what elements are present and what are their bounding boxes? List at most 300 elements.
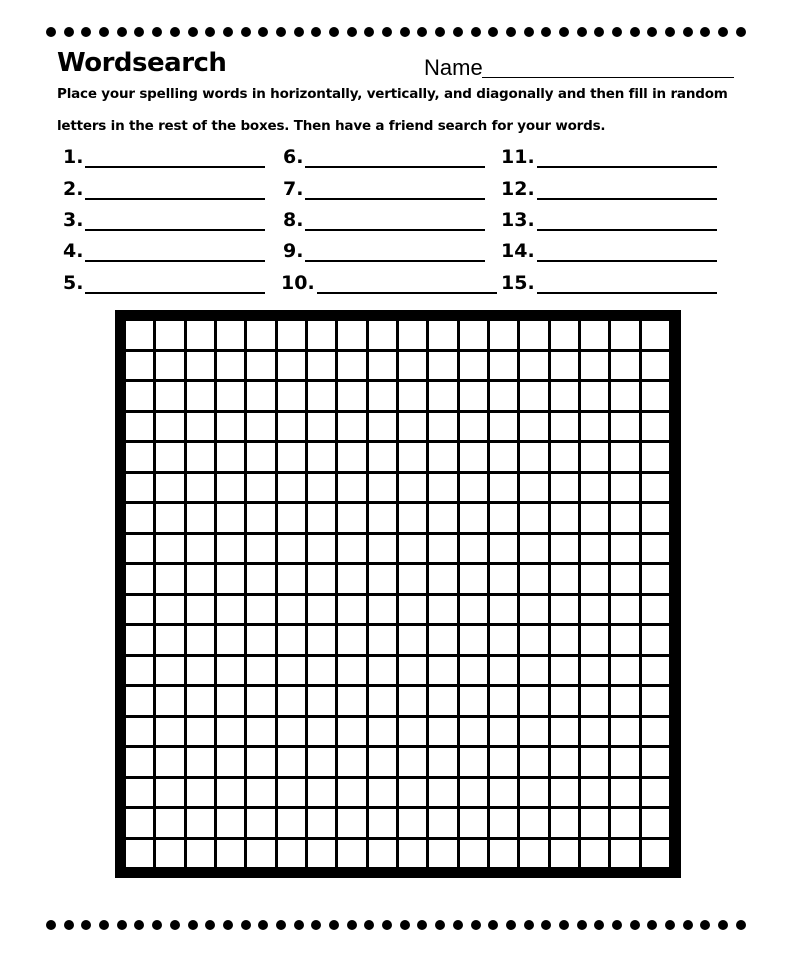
grid-cell[interactable] [490,748,517,776]
grid-cell[interactable] [399,748,426,776]
grid-cell[interactable] [520,474,547,502]
grid-cell[interactable] [278,626,305,654]
grid-cell[interactable] [460,474,487,502]
grid-cell[interactable] [308,687,335,715]
grid-cell[interactable] [369,596,396,624]
word-blank[interactable] [85,211,265,231]
grid-cell[interactable] [338,413,365,441]
grid-cell[interactable] [611,657,638,685]
grid-cell[interactable] [187,504,214,532]
word-blank[interactable] [537,242,717,262]
grid-cell[interactable] [399,809,426,837]
grid-cell[interactable] [156,382,183,410]
grid-cell[interactable] [278,748,305,776]
grid-cell[interactable] [490,443,517,471]
grid-cell[interactable] [460,443,487,471]
grid-cell[interactable] [399,535,426,563]
grid-cell[interactable] [217,718,244,746]
grid-cell[interactable] [642,718,669,746]
grid-cell[interactable] [369,413,396,441]
grid-cell[interactable] [278,687,305,715]
grid-cell[interactable] [551,779,578,807]
grid-cell[interactable] [429,352,456,380]
grid-cell[interactable] [490,779,517,807]
grid-cell[interactable] [429,474,456,502]
grid-cell[interactable] [126,565,153,593]
grid-cell[interactable] [520,748,547,776]
grid-cell[interactable] [520,626,547,654]
grid-cell[interactable] [429,809,456,837]
grid-cell[interactable] [156,626,183,654]
grid-cell[interactable] [611,748,638,776]
grid-cell[interactable] [399,352,426,380]
grid-cell[interactable] [642,352,669,380]
grid-cell[interactable] [581,748,608,776]
grid-cell[interactable] [126,504,153,532]
grid-cell[interactable] [247,596,274,624]
grid-cell[interactable] [247,748,274,776]
grid-cell[interactable] [490,504,517,532]
grid-cell[interactable] [611,504,638,532]
grid-cell[interactable] [278,840,305,868]
grid-cell[interactable] [338,443,365,471]
grid-cell[interactable] [126,687,153,715]
grid-cell[interactable] [156,779,183,807]
grid-cell[interactable] [247,626,274,654]
grid-cell[interactable] [399,718,426,746]
word-blank[interactable] [305,242,485,262]
grid-cell[interactable] [338,718,365,746]
grid-cell[interactable] [520,718,547,746]
grid-cell[interactable] [217,809,244,837]
grid-cell[interactable] [369,779,396,807]
word-blank[interactable] [305,180,485,200]
grid-cell[interactable] [581,474,608,502]
grid-cell[interactable] [429,840,456,868]
grid-cell[interactable] [642,596,669,624]
grid-cell[interactable] [308,596,335,624]
grid-cell[interactable] [187,596,214,624]
grid-cell[interactable] [126,382,153,410]
grid-cell[interactable] [278,474,305,502]
grid-cell[interactable] [156,840,183,868]
grid-cell[interactable] [399,474,426,502]
word-blank[interactable] [537,148,717,168]
grid-cell[interactable] [247,535,274,563]
grid-cell[interactable] [126,413,153,441]
grid-cell[interactable] [217,382,244,410]
grid-cell[interactable] [642,382,669,410]
grid-cell[interactable] [460,718,487,746]
grid-cell[interactable] [308,748,335,776]
grid-cell[interactable] [338,565,365,593]
grid-cell[interactable] [156,474,183,502]
grid-cell[interactable] [278,596,305,624]
grid-cell[interactable] [520,596,547,624]
grid-cell[interactable] [399,382,426,410]
grid-cell[interactable] [338,474,365,502]
grid-cell[interactable] [551,596,578,624]
grid-cell[interactable] [611,809,638,837]
grid-cell[interactable] [278,443,305,471]
grid-cell[interactable] [217,413,244,441]
grid-cell[interactable] [581,565,608,593]
grid-cell[interactable] [278,565,305,593]
grid-cell[interactable] [308,474,335,502]
grid-cell[interactable] [611,565,638,593]
grid-cell[interactable] [369,657,396,685]
grid-cell[interactable] [551,809,578,837]
grid-cell[interactable] [217,321,244,349]
grid-cell[interactable] [551,535,578,563]
grid-cell[interactable] [520,840,547,868]
grid-cell[interactable] [490,840,517,868]
grid-cell[interactable] [460,565,487,593]
grid-cell[interactable] [126,321,153,349]
grid-cell[interactable] [247,718,274,746]
grid-cell[interactable] [611,474,638,502]
grid-cell[interactable] [520,535,547,563]
grid-cell[interactable] [581,840,608,868]
grid-cell[interactable] [156,321,183,349]
grid-cell[interactable] [611,840,638,868]
grid-cell[interactable] [642,321,669,349]
grid-cell[interactable] [156,413,183,441]
grid-cell[interactable] [156,504,183,532]
grid-cell[interactable] [490,626,517,654]
grid-cell[interactable] [551,382,578,410]
grid-cell[interactable] [126,443,153,471]
grid-cell[interactable] [611,779,638,807]
grid-cell[interactable] [308,565,335,593]
grid-cell[interactable] [551,352,578,380]
grid-cell[interactable] [460,840,487,868]
grid-cell[interactable] [187,626,214,654]
grid-cell[interactable] [490,596,517,624]
grid-cell[interactable] [642,413,669,441]
grid-cell[interactable] [490,687,517,715]
grid-cell[interactable] [308,352,335,380]
grid-cell[interactable] [308,626,335,654]
grid-cell[interactable] [490,474,517,502]
grid-cell[interactable] [551,687,578,715]
grid-cell[interactable] [399,565,426,593]
grid-cell[interactable] [247,321,274,349]
grid-cell[interactable] [520,443,547,471]
grid-cell[interactable] [460,657,487,685]
grid-cell[interactable] [187,352,214,380]
grid-cell[interactable] [399,596,426,624]
name-field[interactable] [482,77,734,78]
grid-cell[interactable] [187,413,214,441]
grid-cell[interactable] [338,596,365,624]
grid-cell[interactable] [338,535,365,563]
grid-cell[interactable] [520,321,547,349]
grid-cell[interactable] [551,718,578,746]
grid-cell[interactable] [126,779,153,807]
grid-cell[interactable] [581,504,608,532]
grid-cell[interactable] [156,809,183,837]
grid-cell[interactable] [278,657,305,685]
grid-cell[interactable] [217,779,244,807]
grid-cell[interactable] [460,352,487,380]
grid-cell[interactable] [369,321,396,349]
grid-cell[interactable] [399,657,426,685]
grid-cell[interactable] [611,535,638,563]
grid-cell[interactable] [399,443,426,471]
grid-cell[interactable] [399,779,426,807]
grid-cell[interactable] [338,809,365,837]
grid-cell[interactable] [369,352,396,380]
word-blank[interactable] [85,274,265,294]
grid-cell[interactable] [308,504,335,532]
grid-cell[interactable] [551,504,578,532]
grid-cell[interactable] [642,840,669,868]
grid-cell[interactable] [581,382,608,410]
grid-cell[interactable] [278,718,305,746]
grid-cell[interactable] [126,748,153,776]
grid-cell[interactable] [278,809,305,837]
grid-cell[interactable] [369,748,396,776]
grid-cell[interactable] [460,626,487,654]
grid-cell[interactable] [642,657,669,685]
grid-cell[interactable] [338,321,365,349]
grid-cell[interactable] [217,596,244,624]
grid-cell[interactable] [581,535,608,563]
word-blank[interactable] [85,242,265,262]
grid-cell[interactable] [369,687,396,715]
grid-cell[interactable] [247,779,274,807]
grid-cell[interactable] [308,321,335,349]
grid-cell[interactable] [490,413,517,441]
grid-cell[interactable] [399,321,426,349]
word-blank[interactable] [305,148,485,168]
grid-cell[interactable] [247,809,274,837]
word-blank[interactable] [85,148,265,168]
grid-cell[interactable] [642,443,669,471]
grid-cell[interactable] [369,474,396,502]
grid-cell[interactable] [429,565,456,593]
word-blank[interactable] [537,211,717,231]
grid-cell[interactable] [611,443,638,471]
grid-cell[interactable] [429,443,456,471]
grid-cell[interactable] [429,748,456,776]
grid-cell[interactable] [278,779,305,807]
grid-cell[interactable] [338,352,365,380]
grid-cell[interactable] [308,413,335,441]
grid-cell[interactable] [490,657,517,685]
grid-cell[interactable] [399,687,426,715]
grid-cell[interactable] [642,779,669,807]
grid-cell[interactable] [187,382,214,410]
grid-cell[interactable] [460,809,487,837]
grid-cell[interactable] [278,382,305,410]
grid-cell[interactable] [520,382,547,410]
grid-cell[interactable] [611,626,638,654]
grid-cell[interactable] [611,718,638,746]
grid-cell[interactable] [429,504,456,532]
grid-cell[interactable] [369,504,396,532]
grid-cell[interactable] [581,321,608,349]
grid-cell[interactable] [429,657,456,685]
grid-cell[interactable] [126,596,153,624]
grid-cell[interactable] [642,687,669,715]
grid-cell[interactable] [520,657,547,685]
grid-cell[interactable] [581,718,608,746]
word-blank[interactable] [537,180,717,200]
grid-cell[interactable] [460,321,487,349]
grid-cell[interactable] [308,657,335,685]
grid-cell[interactable] [429,687,456,715]
grid-cell[interactable] [611,352,638,380]
grid-cell[interactable] [247,504,274,532]
grid-cell[interactable] [581,443,608,471]
grid-cell[interactable] [217,687,244,715]
grid-cell[interactable] [369,626,396,654]
grid-cell[interactable] [338,626,365,654]
grid-cell[interactable] [338,779,365,807]
grid-cell[interactable] [187,718,214,746]
grid-cell[interactable] [581,687,608,715]
grid-cell[interactable] [126,809,153,837]
grid-cell[interactable] [581,352,608,380]
grid-cell[interactable] [247,443,274,471]
grid-cell[interactable] [338,657,365,685]
grid-cell[interactable] [187,840,214,868]
grid-cell[interactable] [551,840,578,868]
grid-cell[interactable] [278,413,305,441]
grid-cell[interactable] [551,626,578,654]
grid-cell[interactable] [551,657,578,685]
grid-cell[interactable] [520,565,547,593]
grid-cell[interactable] [611,596,638,624]
grid-cell[interactable] [399,626,426,654]
grid-cell[interactable] [308,779,335,807]
grid-cell[interactable] [338,748,365,776]
grid-cell[interactable] [460,779,487,807]
grid-cell[interactable] [581,413,608,441]
grid-cell[interactable] [490,382,517,410]
grid-cell[interactable] [156,687,183,715]
grid-cell[interactable] [156,565,183,593]
grid-cell[interactable] [217,504,244,532]
grid-cell[interactable] [247,657,274,685]
grid-cell[interactable] [642,809,669,837]
grid-cell[interactable] [247,413,274,441]
grid-cell[interactable] [642,504,669,532]
grid-cell[interactable] [369,382,396,410]
grid-cell[interactable] [520,687,547,715]
grid-cell[interactable] [399,840,426,868]
grid-cell[interactable] [490,352,517,380]
grid-cell[interactable] [551,474,578,502]
grid-cell[interactable] [338,504,365,532]
grid-cell[interactable] [460,382,487,410]
grid-cell[interactable] [581,626,608,654]
grid-cell[interactable] [460,748,487,776]
grid-cell[interactable] [520,504,547,532]
grid-cell[interactable] [520,809,547,837]
grid-cell[interactable] [369,718,396,746]
grid-cell[interactable] [642,565,669,593]
grid-cell[interactable] [429,321,456,349]
grid-cell[interactable] [247,565,274,593]
grid-cell[interactable] [429,626,456,654]
grid-cell[interactable] [247,352,274,380]
grid-cell[interactable] [369,535,396,563]
grid-cell[interactable] [460,687,487,715]
grid-cell[interactable] [581,596,608,624]
grid-cell[interactable] [247,382,274,410]
grid-cell[interactable] [126,840,153,868]
grid-cell[interactable] [399,413,426,441]
grid-cell[interactable] [338,840,365,868]
grid-cell[interactable] [247,687,274,715]
grid-cell[interactable] [308,809,335,837]
grid-cell[interactable] [460,504,487,532]
grid-cell[interactable] [217,626,244,654]
grid-cell[interactable] [308,382,335,410]
grid-cell[interactable] [490,565,517,593]
grid-cell[interactable] [187,321,214,349]
grid-cell[interactable] [126,535,153,563]
grid-cell[interactable] [217,565,244,593]
grid-cell[interactable] [551,565,578,593]
grid-cell[interactable] [369,840,396,868]
grid-cell[interactable] [187,565,214,593]
word-blank[interactable] [85,180,265,200]
grid-cell[interactable] [156,443,183,471]
grid-cell[interactable] [217,474,244,502]
grid-cell[interactable] [551,321,578,349]
grid-cell[interactable] [551,748,578,776]
grid-cell[interactable] [338,382,365,410]
grid-cell[interactable] [429,779,456,807]
grid-cell[interactable] [278,504,305,532]
grid-cell[interactable] [581,657,608,685]
grid-cell[interactable] [581,779,608,807]
grid-cell[interactable] [217,657,244,685]
word-blank[interactable] [317,274,497,294]
grid-cell[interactable] [126,474,153,502]
grid-cell[interactable] [126,718,153,746]
grid-cell[interactable] [642,626,669,654]
grid-cell[interactable] [611,687,638,715]
grid-cell[interactable] [460,596,487,624]
grid-cell[interactable] [611,382,638,410]
grid-cell[interactable] [247,840,274,868]
grid-cell[interactable] [429,718,456,746]
grid-cell[interactable] [460,535,487,563]
grid-cell[interactable] [187,474,214,502]
grid-cell[interactable] [308,718,335,746]
grid-cell[interactable] [551,443,578,471]
grid-cell[interactable] [308,535,335,563]
grid-cell[interactable] [247,474,274,502]
grid-cell[interactable] [429,413,456,441]
grid-cell[interactable] [187,443,214,471]
grid-cell[interactable] [187,687,214,715]
grid-cell[interactable] [429,535,456,563]
grid-cell[interactable] [399,504,426,532]
grid-cell[interactable] [156,718,183,746]
grid-cell[interactable] [490,535,517,563]
grid-cell[interactable] [642,748,669,776]
grid-cell[interactable] [156,596,183,624]
grid-cell[interactable] [126,352,153,380]
grid-cell[interactable] [429,596,456,624]
grid-cell[interactable] [308,840,335,868]
